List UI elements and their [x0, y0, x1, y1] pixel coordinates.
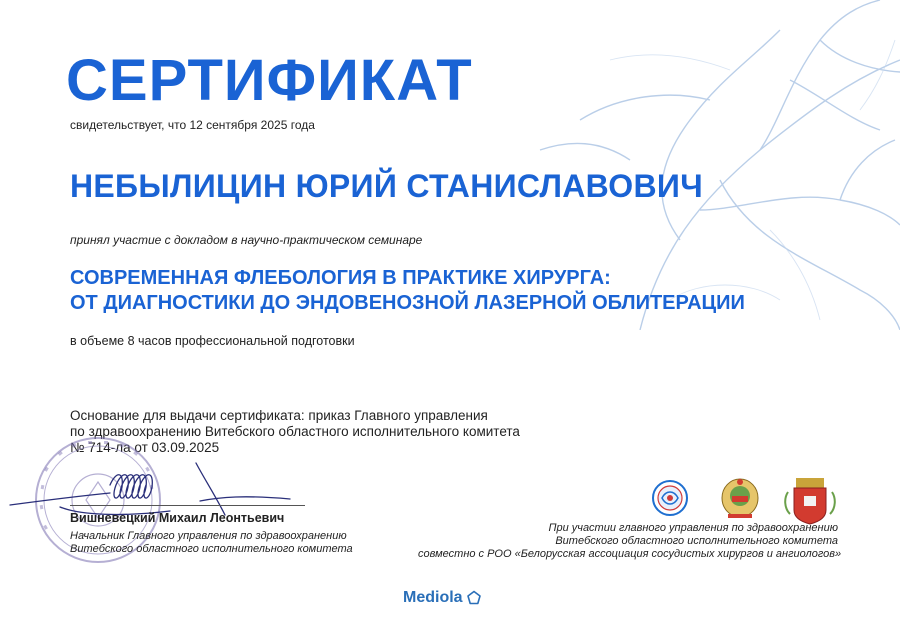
- participation-line: принял участие с докладом в научно-практическом семинаре: [70, 233, 423, 247]
- brand-name: Mediola: [403, 589, 463, 606]
- seminar-title-line: СОВРЕМЕННАЯ ФЛЕБОЛОГИЯ В ПРАКТИКЕ ХИРУРГА:: [70, 267, 611, 289]
- certificate-title: СЕРТИФИКАТ: [66, 48, 473, 113]
- seminar-title: [70, 266, 745, 316]
- partners-line: При участии главного управления по здравоохранению: [548, 522, 838, 534]
- witness-line: свидетельствует, что 12 сентября 2025 года: [70, 118, 315, 132]
- basis-line: № 714-ла от 03.09.2025: [70, 440, 220, 455]
- recipient-name: НЕБЫЛИЦИН ЮРИЙ СТАНИСЛАВОВИЧ: [70, 168, 703, 204]
- partners-line: Витебского областного исполнительного комитета: [555, 535, 838, 547]
- signatory-position-line: Начальник Главного управления по здравоохранению: [70, 530, 347, 542]
- signatory-position-line: Витебского областного исполнительного комитета: [70, 543, 353, 555]
- partners-note: [418, 522, 842, 561]
- mediola-brand: [403, 589, 482, 607]
- partners-line: совместно с РОО «Белорусская ассоциация сосудистых хирургов и ангиологов»: [418, 548, 842, 560]
- association-logo-icon: [653, 481, 687, 515]
- signatory-name: Вишневецкий Михаил Леонтьевич: [70, 511, 285, 525]
- vitebsk-region-coat-of-arms-icon: [785, 478, 835, 524]
- belarus-coat-of-arms-icon: [722, 479, 758, 518]
- hours-line: в объеме 8 часов профессиональной подготовки: [70, 334, 355, 348]
- signature-line: [70, 505, 305, 506]
- basis-line: Основание для выдачи сертификата: приказ Главного управления: [70, 408, 488, 423]
- signatory-position: [70, 530, 353, 556]
- seminar-title-line: ОТ ДИАГНОСТИКИ ДО ЭНДОВЕНОЗНОЙ ЛАЗЕРНОЙ ОБЛИТЕРАЦИИ: [70, 292, 745, 314]
- basis-line: по здравоохранению Витебского областного исполнительного комитета: [70, 424, 520, 439]
- partner-emblems: [648, 470, 848, 530]
- mediola-logo-icon: [466, 590, 482, 606]
